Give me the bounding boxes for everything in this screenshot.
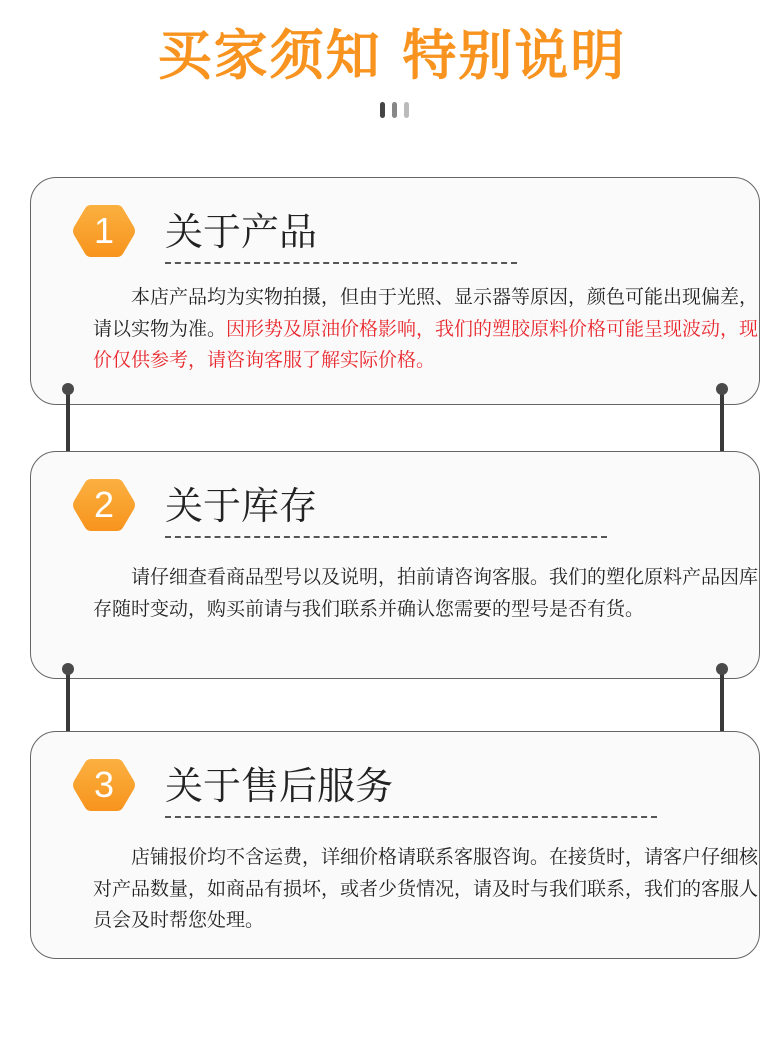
connector-knob [62,663,74,675]
section-title: 关于库存 [165,484,318,528]
title-underline [165,816,657,818]
section-card-stock [30,451,760,679]
section-title: 关于售后服务 [165,764,394,808]
connector-knob [716,663,728,675]
number-badge [71,756,137,814]
section-text [93,282,761,377]
divider-dot [404,102,409,118]
title-divider-dots [380,102,414,118]
section-price-notice: 因形势及原油价格影响，我们的塑胶原料价格可能呈现波动，现价仅供参考，请咨询客服了解实际价格。 [93,317,759,371]
divider-dot [392,102,397,118]
section-body: 本店产品均为实物拍摄，但由于光照、显示器等原因，颜色可能出现偏差，请以实物为准。 [93,286,759,340]
number-badge [71,202,137,260]
title-underline [165,536,607,538]
page-title: 买家须知 特别说明 [157,24,627,87]
section-card-product [30,177,760,405]
section-card-after-sales [30,731,760,959]
divider-dot [380,102,385,118]
connector-knob [62,383,74,395]
connector-knob [716,383,728,395]
section-number: 2 [93,484,115,525]
section-text: 请仔细查看商品型号以及说明，拍前请咨询客服。我们的塑化原料产品因库存随时变动，购买前请与我们联系并确认您需要的型号是否有货。 [93,566,759,620]
section-number: 3 [93,764,115,805]
title-underline [165,262,517,264]
section-number: 1 [93,210,115,251]
section-title: 关于产品 [165,210,318,254]
number-badge [71,476,137,534]
section-text: 店铺报价均不含运费，详细价格请联系客服咨询。在接货时，请客户仔细核对产品数量，如商品有损坏，或者少货情况，请及时与我们联系，我们的客服人员会及时帮您处理。 [93,846,759,931]
